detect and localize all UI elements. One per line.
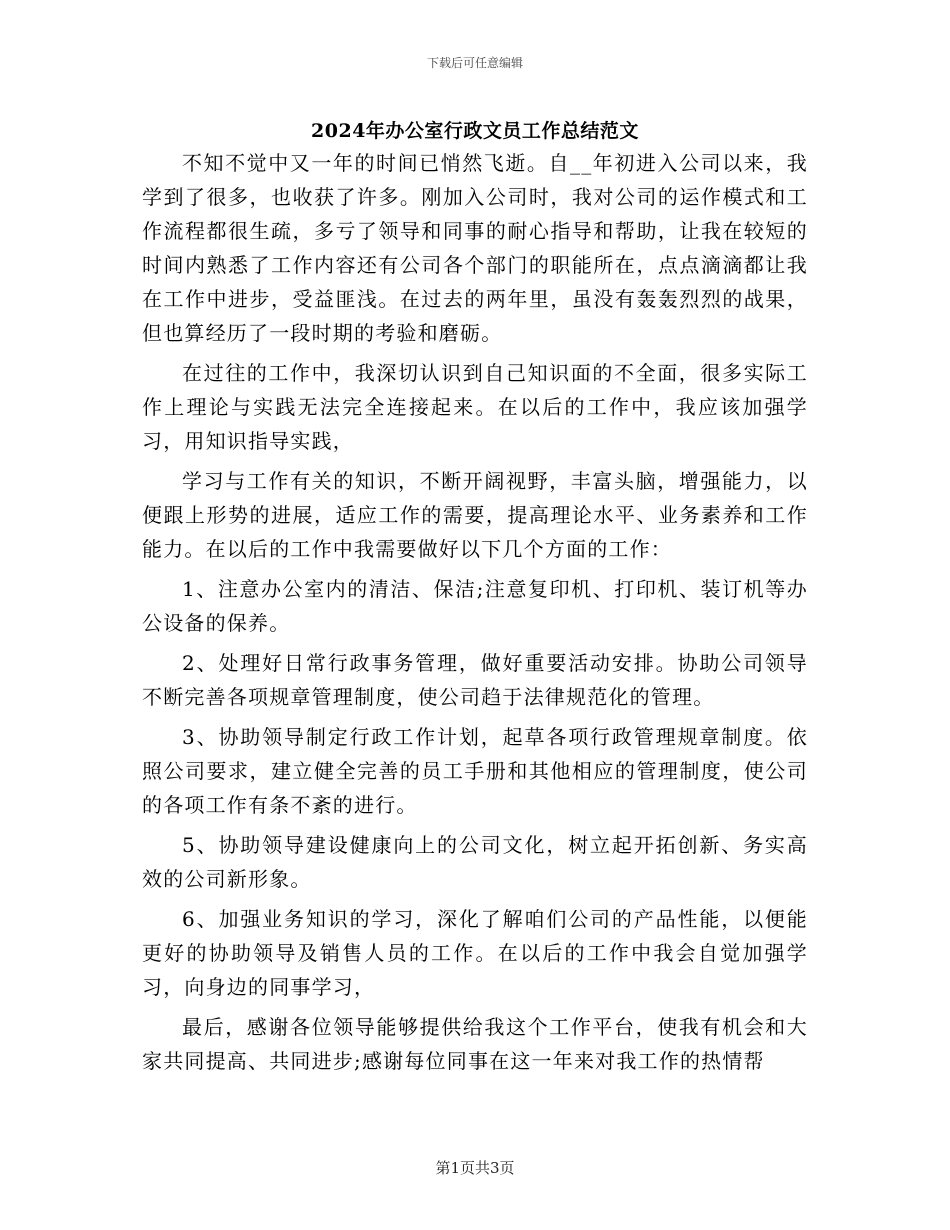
paragraph-5: 2、处理好日常行政事务管理，做好重要活动安排。协助公司领导不断完善各项规章管理制度，使公司趋于法律规范化的管理。 bbox=[142, 651, 808, 709]
header-note: 下载后可任意编辑 bbox=[426, 56, 523, 70]
page-number: 第1页共3页 bbox=[435, 1159, 515, 1177]
paragraph-8: 6、加强业务知识的学习，深化了解咱们公司的产品性能，以便能更好的协助领导及销售人员的工作。在以后的工作中我会自觉加强学习，向身边的同事学习， bbox=[142, 907, 808, 999]
paragraph-9: 最后，感谢各位领导能够提供给我这个工作平台，使我有机会和大家共同提高、共同进步;感谢每位同事在这一年来对我工作的热情帮 bbox=[142, 1015, 808, 1073]
paragraph-3: 学习与工作有关的知识，不断开阔视野，丰富头脑，增强能力，以便跟上形势的进展，适应工作的需要，提高理论水平、业务素养和工作能力。在以后的工作中我需要做好以下几个方面的工作： bbox=[142, 469, 808, 561]
paragraph-7: 5、协助领导建设健康向上的公司文化，树立起开拓创新、务实高效的公司新形象。 bbox=[142, 833, 808, 891]
paragraph-4: 1、注意办公室内的清洁、保洁;注意复印机、打印机、装订机等办公设备的保养。 bbox=[142, 577, 808, 635]
document-title: 2024年办公室行政文员工作总结范文 bbox=[311, 120, 639, 142]
paragraph-2: 在过往的工作中，我深切认识到自己知识面的不全面，很多实际工作上理论与实践无法完全连接起来。在以后的工作中，我应该加强学习，用知识指导实践， bbox=[142, 361, 808, 453]
paragraph-6: 3、协助领导制定行政工作计划，起草各项行政管理规章制度。依照公司要求，建立健全完善的员工手册和其他相应的管理制度，使公司的各项工作有条不紊的进行。 bbox=[142, 725, 808, 817]
paragraph-1: 不知不觉中又一年的时间已悄然飞逝。自__年初进入公司以来，我学到了很多，也收获了许多。刚加入公司时，我对公司的运作模式和工作流程都很生疏，多亏了领导和同事的耐心指导和帮助，让我在较短的时间内熟悉了工作内容还有公司各个部门的职能所在，点点滴滴都让我在工作中进步，受益匪浅。在过去的两年里，虽没有轰轰烈烈的战果，但也算经历了一段时期的考验和磨砺。 bbox=[142, 151, 808, 345]
document-body bbox=[142, 146, 808, 1084]
